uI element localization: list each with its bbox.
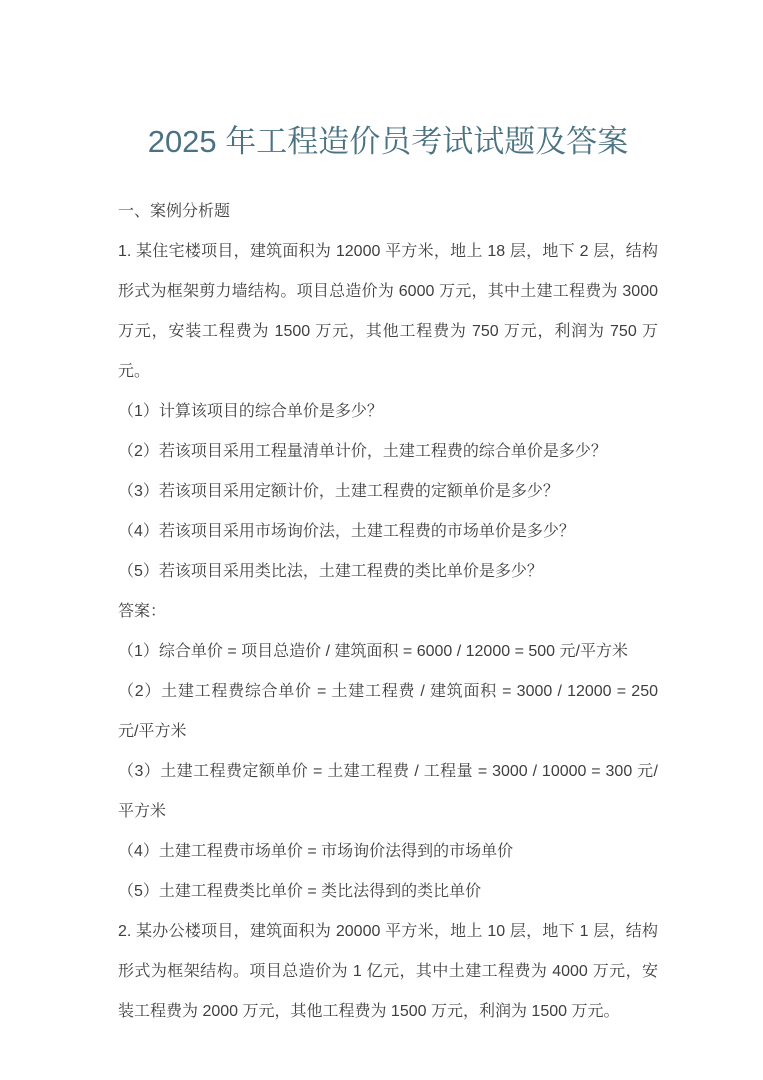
section-heading: 一、案例分析题 [118,203,231,220]
case1-question-5: （5）若该项目采用类比法，土建工程费的类比单价是多少？ [118,563,543,580]
case1-intro: 1. 某住宅楼项目，建筑面积为 12000 平方米，地上 18 层，地下 2 层，结构形式为框架剪力墙结构。项目总造价为 6000 万元，其中土建工程费为 3000 万元，安装工程费为 1500 万元，其他工程费为 750 万元，利润为 750 万元。 [118,243,658,380]
case1-answer-5: （5）土建工程费类比单价 = 类比法得到的类比单价 [118,883,482,900]
case1-answer-1: （1）综合单价 = 项目总造价 / 建筑面积 = 6000 / 12000 = 500 元/平方米 [118,643,628,660]
case1-answer-3: （3）土建工程费定额单价 = 土建工程费 / 工程量 = 3000 / 10000 = 300 元/平方米 [118,763,658,820]
case1-answer-4: （4）土建工程费市场单价 = 市场询价法得到的市场单价 [118,843,514,860]
case1-question-3: （3）若该项目采用定额计价，土建工程费的定额单价是多少？ [118,483,559,500]
case1-question-1: （1）计算该项目的综合单价是多少？ [118,403,383,420]
case2-intro: 2. 某办公楼项目，建筑面积为 20000 平方米，地上 10 层，地下 1 层，结构形式为框架结构。项目总造价为 1 亿元，其中土建工程费为 4000 万元，安装工程费为 2000 万元，其他工程费为 1500 万元，利润为 1500 万元。 [118,923,658,1020]
case1-question-4: （4）若该项目采用市场询价法，土建工程费的市场单价是多少？ [118,523,575,540]
document-title: 2025 年工程造价员考试试题及答案 [147,124,629,159]
document-body [118,192,658,1032]
case1-question-2: （2）若该项目采用工程量清单计价，土建工程费的综合单价是多少？ [118,443,607,460]
case1-answer-label: 答案： [118,603,167,620]
case1-answer-2: （2）土建工程费综合单价 = 土建工程费 / 建筑面积 = 3000 / 12000 = 250 元/平方米 [118,683,658,740]
